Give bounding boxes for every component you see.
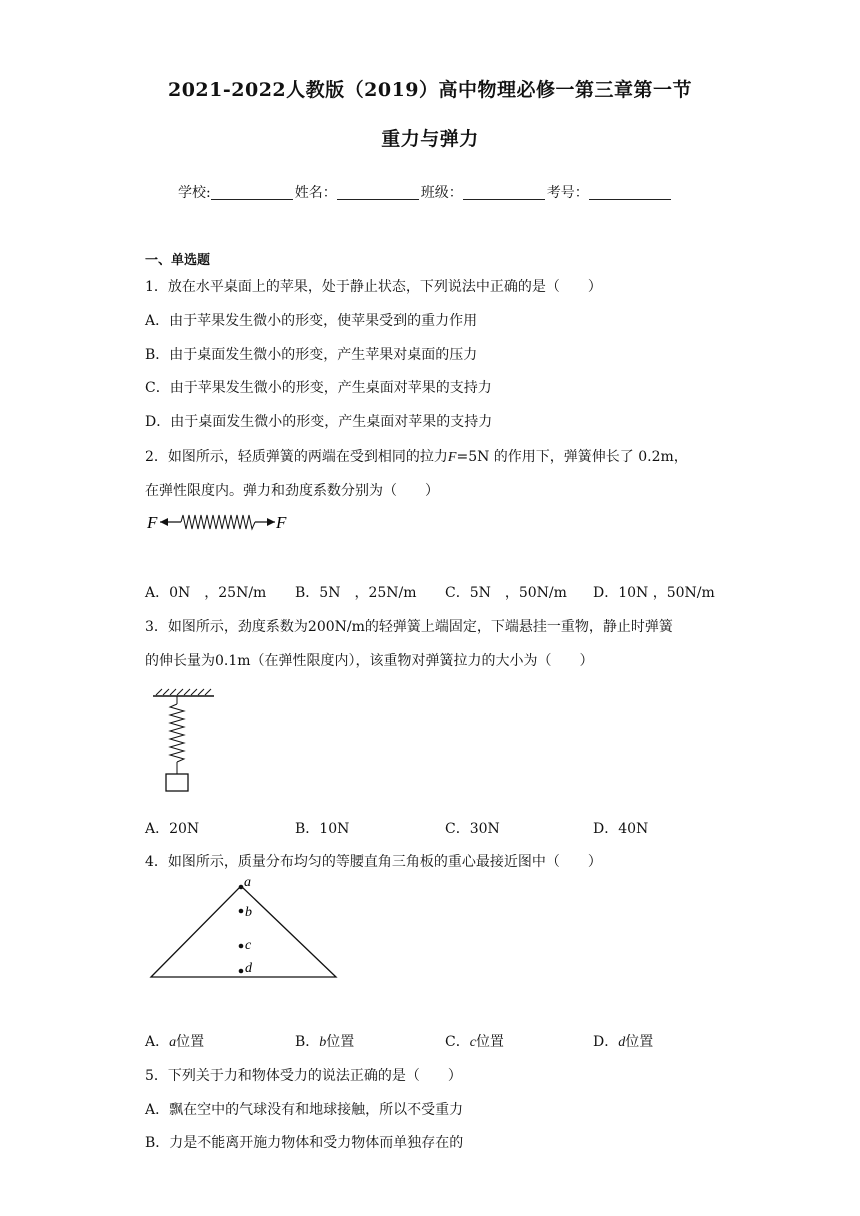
q2-option-c: C．5N ，50N/m: [445, 585, 567, 601]
point-a-dot: [239, 885, 244, 890]
q3-option-c: C．30N: [445, 821, 500, 837]
spring-zigzag: [181, 515, 255, 529]
q2-option-d: D．10N ，50N/m: [593, 585, 715, 601]
isosceles-right-triangle: [151, 886, 336, 977]
exam-no-label: 考号：: [546, 185, 589, 201]
point-d-label: d: [245, 961, 252, 976]
section-title: 一、单选题: [145, 253, 211, 268]
page-subtitle: 重力与弹力: [381, 128, 479, 150]
point-a-label: a: [244, 875, 251, 890]
class-blank: [463, 185, 545, 200]
q3-stem: 3．如图所示，劲度系数为200N/m的轻弹簧上端固定，下端悬挂一重物，静止时弹簧: [145, 619, 673, 635]
q1-option-a: A．由于苹果发生微小的形变，使苹果受到的重力作用: [145, 313, 478, 329]
q3-stem-cont: 的伸长量为0.1m（在弹性限度内），该重物对弹簧拉力的大小为（ ）: [145, 653, 594, 669]
q1-option-b: B．由于桌面发生微小的形变，产生苹果对桌面的压力: [145, 347, 478, 363]
q1-option-c: C．由于苹果发生微小的形变，产生桌面对苹果的支持力: [145, 380, 492, 396]
q5-stem: 5．下列关于力和物体受力的说法正确的是（ ）: [145, 1068, 462, 1084]
q2-option-a: A．0N ，25N/m: [145, 585, 267, 601]
point-c-dot: [239, 944, 244, 949]
q4-option-b: B．b位置: [295, 1034, 355, 1050]
spring-coil: [170, 704, 184, 762]
q3-option-b: B．10N: [295, 821, 350, 837]
q2-option-b: B．5N ，25N/m: [295, 585, 417, 601]
q1-stem: 1．放在水平桌面上的苹果，处于静止状态，下列说法中正确的是（ ）: [145, 279, 602, 295]
student-info-row: [178, 182, 673, 202]
force-variable: F: [447, 450, 457, 465]
q5-option-b: B．力是不能离开施力物体和受力物体而单独存在的: [145, 1135, 464, 1151]
hanging-spring-figure: [150, 686, 220, 794]
spring-horizontal-figure: [145, 508, 295, 536]
page-title: 2021-2022人教版（2019）高中物理必修一第三章第一节: [167, 79, 693, 101]
force-label-right: F: [276, 513, 287, 532]
q5-option-a: A．飘在空中的气球没有和地球接触，所以不受重力: [145, 1102, 464, 1118]
q4-stem: 4．如图所示，质量分布均匀的等腰直角三角板的重心最接近图中（ ）: [145, 854, 602, 870]
q4-option-c: C．c位置: [445, 1034, 504, 1050]
q4-option-d: D．d位置: [593, 1034, 654, 1050]
point-d-dot: [239, 969, 244, 974]
point-b-label: b: [245, 905, 252, 920]
weight-block: [166, 774, 188, 791]
name-blank: [337, 185, 419, 200]
name-label: 姓名：: [294, 185, 337, 201]
q2-stem-cont: 在弹性限度内。弹力和劲度系数分别为（ ）: [145, 483, 439, 499]
school-label: 学校:: [178, 185, 211, 201]
point-c-label: c: [245, 938, 252, 953]
q2-stem: 2．如图所示，轻质弹簧的两端在受到相同的拉力F=5N 的作用下，弹簧伸长了 0.2m，: [145, 449, 688, 465]
q3-option-a: A．20N: [145, 821, 200, 837]
triangle-plate-figure: [148, 874, 342, 982]
school-blank: [211, 185, 293, 200]
exam-no-blank: [589, 185, 671, 200]
class-label: 班级：: [420, 185, 463, 201]
q1-option-d: D．由于桌面发生微小的形变，产生桌面对苹果的支持力: [145, 414, 493, 430]
point-b-dot: [239, 909, 244, 914]
force-label-left: F: [147, 513, 158, 532]
q3-option-d: D．40N: [593, 821, 649, 837]
q4-option-a: A．a位置: [145, 1034, 205, 1050]
